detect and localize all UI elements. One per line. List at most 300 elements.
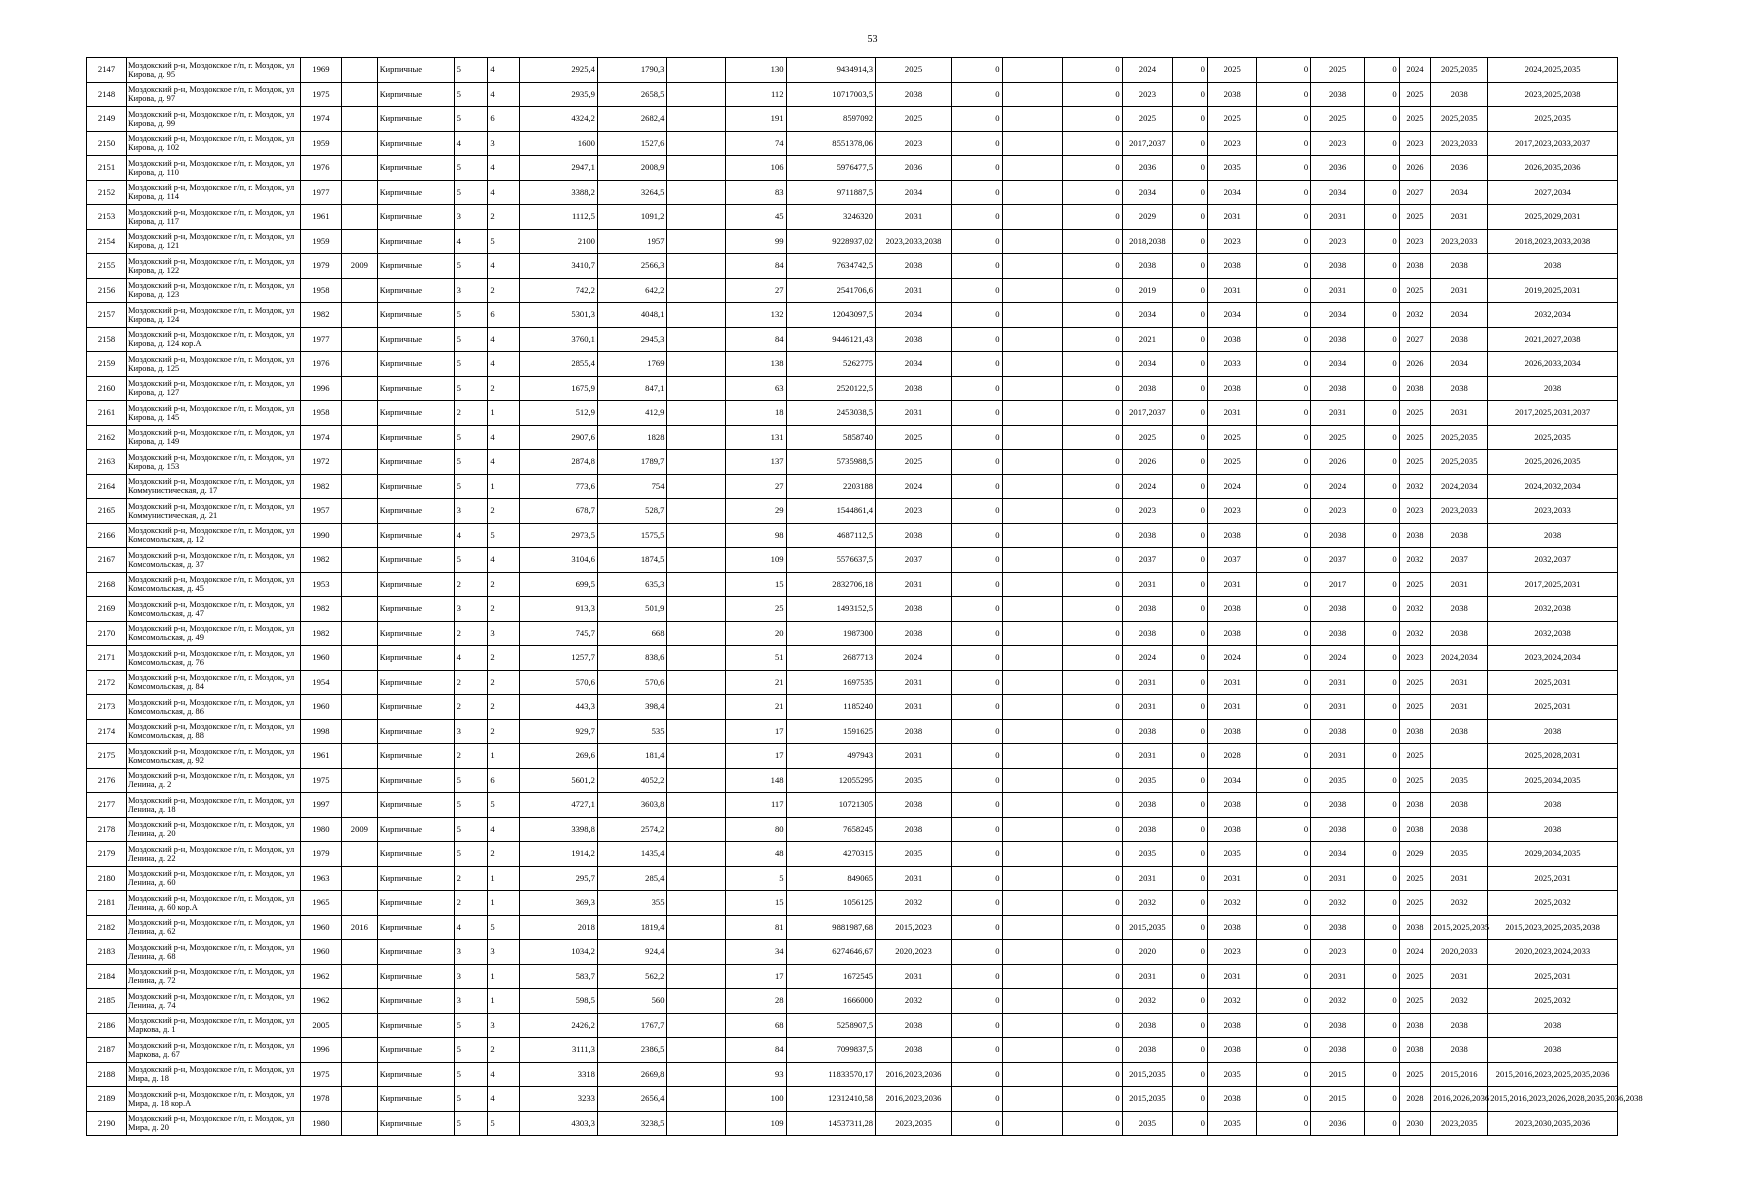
cell-build-year: 1979 [300,842,341,867]
cell-entrances: 1 [488,474,520,499]
cell-years-elevator: 2023 [1399,499,1431,524]
table-row [87,915,1618,940]
cell-years-engineering: 2024 [1207,474,1257,499]
cell-val-e: 0 [1364,1111,1399,1136]
cell-val-b: 0 [1062,278,1122,303]
cell-living-area: 355 [597,891,667,916]
table-row [87,621,1618,646]
cell-col-10 [667,940,726,965]
cell-row-number: 2170 [87,621,127,646]
cell-years-all: 2023,2025,2038 [1488,82,1618,107]
cell-years-basement: 2034 [1311,842,1365,867]
cell-entrances: 4 [488,82,520,107]
cell-total-area: 699,5 [519,572,597,597]
cell-years-basement: 2038 [1311,621,1365,646]
cell-row-number: 2172 [87,670,127,695]
cell-val-d: 0 [1257,1087,1311,1112]
cell-val-d: 0 [1257,964,1311,989]
cell-val-e: 0 [1364,156,1399,181]
cell-val-c: 0 [1173,621,1208,646]
cell-address: Моздокский р-н, Моздокское г/п, г. Моздок, ул Ленина, д. 62 [127,915,301,940]
cell-years-roof: 2020,2023 [876,940,952,965]
cell-entrances: 4 [488,548,520,573]
cell-years-elevator: 2038 [1399,1013,1431,1038]
cell-years-all: 2032,2038 [1488,621,1618,646]
cell-years-elevator: 2038 [1399,915,1431,940]
cell-renovation-year [341,695,377,720]
cell-years-other: 2025,2035 [1431,107,1488,132]
cell-floors: 3 [454,597,488,622]
cell-cost: 1493152,5 [786,597,876,622]
cell-years-roof: 2031 [876,964,952,989]
cell-entrances: 5 [488,523,520,548]
cell-wall-material: Кирпичные [377,964,454,989]
cell-address: Моздокский р-н, Моздокское г/п, г. Моздок, ул Комсомольская, д. 49 [127,621,301,646]
cell-years-engineering: 2031 [1207,964,1257,989]
cell-val-b: 0 [1062,940,1122,965]
cell-val-e: 0 [1364,695,1399,720]
cell-years-all: 2025,2029,2031 [1488,205,1618,230]
cell-years-basement: 2023 [1311,940,1365,965]
cell-residents: 93 [726,1062,786,1087]
cell-val-b: 0 [1062,817,1122,842]
cell-address: Моздокский р-н, Моздокское г/п, г. Моздок, ул Мира, д. 18 кор.А [127,1087,301,1112]
cell-renovation-year [341,572,377,597]
cell-renovation-year [341,450,377,475]
table-row [87,744,1618,769]
cell-living-area: 2566,3 [597,254,667,279]
cell-living-area: 1091,2 [597,205,667,230]
cell-val-e: 0 [1364,719,1399,744]
cell-val-b: 0 [1062,1062,1122,1087]
cell-wall-material: Кирпичные [377,58,454,83]
cell-val-e: 0 [1364,401,1399,426]
cell-floors: 3 [454,205,488,230]
cell-entrances: 1 [488,744,520,769]
cell-build-year: 1954 [300,670,341,695]
cell-val-a: 0 [951,548,1002,573]
cell-residents: 138 [726,352,786,377]
cell-years-engineering: 2035 [1207,842,1257,867]
cell-build-year: 1976 [300,352,341,377]
cell-floors: 5 [454,254,488,279]
cell-row-number: 2190 [87,1111,127,1136]
cell-col-10 [667,719,726,744]
cell-row-number: 2171 [87,646,127,671]
cell-living-area: 1828 [597,425,667,450]
cell-years-roof: 2031 [876,744,952,769]
cell-residents: 21 [726,670,786,695]
cell-val-a: 0 [951,156,1002,181]
cell-val-c: 0 [1173,254,1208,279]
cell-address: Моздокский р-н, Моздокское г/п, г. Моздок, ул Кирова, д. 97 [127,82,301,107]
cell-val-b: 0 [1062,474,1122,499]
cell-val-a: 0 [951,842,1002,867]
cell-val-a: 0 [951,1013,1002,1038]
cell-floors: 3 [454,499,488,524]
cell-living-area: 2386,5 [597,1038,667,1063]
cell-address: Моздокский р-н, Моздокское г/п, г. Моздок, ул Кирова, д. 125 [127,352,301,377]
cell-entrances: 4 [488,1087,520,1112]
cell-row-number: 2181 [87,891,127,916]
cell-years-other: 2038 [1431,793,1488,818]
cell-residents: 74 [726,131,786,156]
cell-row-number: 2163 [87,450,127,475]
cell-val-c: 0 [1173,1038,1208,1063]
cell-val-e: 0 [1364,229,1399,254]
cell-renovation-year: 2009 [341,817,377,842]
cell-years-other: 2038 [1431,254,1488,279]
cell-floors: 5 [454,1087,488,1112]
cell-val-e: 0 [1364,376,1399,401]
cell-val-e: 0 [1364,964,1399,989]
cell-address: Моздокский р-н, Моздокское г/п, г. Моздок, ул Комсомольская, д. 37 [127,548,301,573]
cell-cost: 9446121,43 [786,327,876,352]
cell-years-roof: 2031 [876,278,952,303]
cell-years-roof: 2034 [876,352,952,377]
cell-living-area: 668 [597,621,667,646]
cell-years-other: 2038 [1431,327,1488,352]
cell-val-c: 0 [1173,131,1208,156]
cell-renovation-year [341,866,377,891]
cell-years-other: 2024,2034 [1431,474,1488,499]
cell-years-elevator: 2030 [1399,1111,1431,1136]
cell-residents: 29 [726,499,786,524]
cell-build-year: 1960 [300,915,341,940]
cell-renovation-year [341,474,377,499]
cell-years-basement: 2036 [1311,1111,1365,1136]
cell-years-elevator: 2028 [1399,1087,1431,1112]
cell-val-e: 0 [1364,352,1399,377]
cell-years-roof: 2031 [876,205,952,230]
cell-renovation-year [341,940,377,965]
cell-col-15 [1002,1062,1062,1087]
cell-val-b: 0 [1062,401,1122,426]
cell-total-area: 2426,2 [519,1013,597,1038]
cell-years-engineering: 2034 [1207,180,1257,205]
cell-years-engineering: 2038 [1207,817,1257,842]
cell-address: Моздокский р-н, Моздокское г/п, г. Моздок, ул Кирова, д. 122 [127,254,301,279]
cell-years-basement: 2034 [1311,180,1365,205]
cell-years-all: 2025,2031 [1488,695,1618,720]
cell-years-elevator: 2023 [1399,131,1431,156]
cell-total-area: 369,3 [519,891,597,916]
cell-years-engineering: 2031 [1207,695,1257,720]
cell-residents: 48 [726,842,786,867]
cell-years-roof: 2024 [876,646,952,671]
table-row [87,303,1618,328]
table-row [87,254,1618,279]
cell-years-basement: 2017 [1311,572,1365,597]
cell-build-year: 1982 [300,597,341,622]
cell-row-number: 2178 [87,817,127,842]
cell-years-all: 2032,2037 [1488,548,1618,573]
cell-cost: 4687112,5 [786,523,876,548]
cell-years-other: 2023,2033 [1431,131,1488,156]
cell-renovation-year [341,1111,377,1136]
cell-years-other: 2034 [1431,180,1488,205]
cell-val-b: 0 [1062,989,1122,1014]
cell-living-area: 2682,4 [597,107,667,132]
cell-residents: 81 [726,915,786,940]
cell-renovation-year [341,107,377,132]
cell-years-roof: 2036 [876,156,952,181]
cell-col-10 [667,499,726,524]
cell-years-engineering: 2023 [1207,229,1257,254]
cell-wall-material: Кирпичные [377,1038,454,1063]
cell-years-roof: 2031 [876,572,952,597]
cell-val-a: 0 [951,695,1002,720]
cell-val-a: 0 [951,278,1002,303]
cell-years-all: 2025,2032 [1488,891,1618,916]
cell-total-area: 1112,5 [519,205,597,230]
cell-years-basement: 2038 [1311,254,1365,279]
cell-val-b: 0 [1062,156,1122,181]
cell-col-15 [1002,866,1062,891]
cell-col-10 [667,744,726,769]
cell-val-b: 0 [1062,572,1122,597]
cell-col-15 [1002,425,1062,450]
cell-years-roof: 2031 [876,401,952,426]
cell-living-area: 2669,8 [597,1062,667,1087]
cell-build-year: 1965 [300,891,341,916]
cell-living-area: 528,7 [597,499,667,524]
cell-years-roof: 2038 [876,719,952,744]
cell-total-area: 3410,7 [519,254,597,279]
cell-total-area: 4324,2 [519,107,597,132]
cell-row-number: 2151 [87,156,127,181]
cell-years-all: 2038 [1488,1038,1618,1063]
cell-build-year: 1980 [300,817,341,842]
cell-col-10 [667,964,726,989]
cell-cost: 2832706,18 [786,572,876,597]
cell-row-number: 2147 [87,58,127,83]
cell-years-engineering: 2028 [1207,744,1257,769]
cell-val-d: 0 [1257,82,1311,107]
cell-floors: 5 [454,1038,488,1063]
cell-years-engineering: 2038 [1207,1013,1257,1038]
cell-val-b: 0 [1062,621,1122,646]
cell-years-basement: 2038 [1311,915,1365,940]
cell-entrances: 2 [488,597,520,622]
cell-years-elevator: 2025 [1399,205,1431,230]
cell-val-e: 0 [1364,572,1399,597]
cell-val-e: 0 [1364,842,1399,867]
cell-val-b: 0 [1062,229,1122,254]
cell-val-a: 0 [951,376,1002,401]
cell-val-e: 0 [1364,1062,1399,1087]
cell-years-roof: 2035 [876,842,952,867]
cell-floors: 5 [454,1111,488,1136]
cell-entrances: 4 [488,58,520,83]
cell-renovation-year [341,229,377,254]
cell-total-area: 583,7 [519,964,597,989]
cell-col-10 [667,474,726,499]
cell-cost: 2687713 [786,646,876,671]
cell-col-15 [1002,352,1062,377]
cell-val-c: 0 [1173,156,1208,181]
cell-col-10 [667,842,726,867]
cell-val-a: 0 [951,401,1002,426]
cell-years-engineering: 2031 [1207,866,1257,891]
cell-entrances: 2 [488,1038,520,1063]
cell-renovation-year [341,793,377,818]
cell-val-c: 0 [1173,793,1208,818]
cell-build-year: 1960 [300,695,341,720]
cell-living-area: 2008,9 [597,156,667,181]
cell-col-10 [667,376,726,401]
cell-wall-material: Кирпичные [377,327,454,352]
cell-val-d: 0 [1257,572,1311,597]
cell-entrances: 3 [488,1013,520,1038]
cell-val-e: 0 [1364,646,1399,671]
cell-val-d: 0 [1257,303,1311,328]
cell-wall-material: Кирпичные [377,817,454,842]
cell-floors: 5 [454,107,488,132]
cell-living-area: 1435,4 [597,842,667,867]
cell-col-10 [667,866,726,891]
cell-val-a: 0 [951,646,1002,671]
cell-years-elevator: 2023 [1399,229,1431,254]
cell-years-facade: 2024 [1122,474,1173,499]
cell-val-e: 0 [1364,450,1399,475]
cell-cost: 1591625 [786,719,876,744]
cell-years-roof: 2015,2023 [876,915,952,940]
cell-val-b: 0 [1062,719,1122,744]
cell-years-engineering: 2037 [1207,548,1257,573]
cell-residents: 132 [726,303,786,328]
cell-val-d: 0 [1257,401,1311,426]
cell-val-b: 0 [1062,254,1122,279]
cell-val-d: 0 [1257,768,1311,793]
cell-living-area: 412,9 [597,401,667,426]
cell-val-c: 0 [1173,842,1208,867]
cell-col-15 [1002,229,1062,254]
cell-years-all: 2024,2032,2034 [1488,474,1618,499]
cell-residents: 28 [726,989,786,1014]
cell-years-roof: 2038 [876,793,952,818]
cell-years-engineering: 2035 [1207,1111,1257,1136]
cell-floors: 5 [454,58,488,83]
cell-val-e: 0 [1364,474,1399,499]
cell-residents: 191 [726,107,786,132]
cell-floors: 5 [454,303,488,328]
cell-val-d: 0 [1257,278,1311,303]
cell-residents: 84 [726,327,786,352]
cell-row-number: 2167 [87,548,127,573]
cell-col-10 [667,82,726,107]
cell-years-elevator: 2029 [1399,842,1431,867]
cell-col-10 [667,523,726,548]
cell-years-elevator: 2025 [1399,768,1431,793]
cell-val-b: 0 [1062,915,1122,940]
cell-wall-material: Кирпичные [377,719,454,744]
cell-floors: 2 [454,621,488,646]
cell-val-d: 0 [1257,940,1311,965]
cell-entrances: 5 [488,229,520,254]
cell-build-year: 1980 [300,1111,341,1136]
cell-total-area: 4303,3 [519,1111,597,1136]
cell-col-10 [667,278,726,303]
cell-years-elevator: 2038 [1399,1038,1431,1063]
cell-wall-material: Кирпичные [377,670,454,695]
cell-years-roof: 2023 [876,499,952,524]
cell-col-10 [667,646,726,671]
cell-years-elevator: 2038 [1399,376,1431,401]
cell-total-area: 598,5 [519,989,597,1014]
cell-years-elevator: 2025 [1399,278,1431,303]
cell-renovation-year [341,156,377,181]
cell-cost: 6274646,67 [786,940,876,965]
cell-years-other: 2037 [1431,548,1488,573]
cell-wall-material: Кирпичные [377,205,454,230]
cell-col-15 [1002,548,1062,573]
cell-cost: 2453038,5 [786,401,876,426]
cell-val-c: 0 [1173,768,1208,793]
cell-col-10 [667,303,726,328]
cell-living-area: 1527,6 [597,131,667,156]
table-row [87,719,1618,744]
cell-years-facade: 2031 [1122,866,1173,891]
cell-row-number: 2168 [87,572,127,597]
table-row [87,180,1618,205]
cell-wall-material: Кирпичные [377,572,454,597]
cell-build-year: 1998 [300,719,341,744]
cell-living-area: 2658,5 [597,82,667,107]
cell-years-other: 2036 [1431,156,1488,181]
cell-val-d: 0 [1257,817,1311,842]
cell-residents: 112 [726,82,786,107]
cell-build-year: 1962 [300,989,341,1014]
cell-years-basement: 2031 [1311,670,1365,695]
cell-years-other: 2020,2033 [1431,940,1488,965]
table-row [87,695,1618,720]
cell-residents: 25 [726,597,786,622]
cell-address: Моздокский р-н, Моздокское г/п, г. Моздок, ул Коммунистическая, д. 21 [127,499,301,524]
cell-floors: 2 [454,744,488,769]
cell-val-e: 0 [1364,548,1399,573]
cell-years-elevator: 2025 [1399,964,1431,989]
cell-entrances: 2 [488,499,520,524]
cell-col-10 [667,425,726,450]
cell-floors: 5 [454,817,488,842]
cell-entrances: 1 [488,964,520,989]
cell-years-other: 2038 [1431,817,1488,842]
cell-years-all: 2038 [1488,1013,1618,1038]
cell-floors: 3 [454,940,488,965]
cell-val-a: 0 [951,964,1002,989]
cell-years-facade: 2019 [1122,278,1173,303]
cell-total-area: 570,6 [519,670,597,695]
cell-years-other: 2025,2035 [1431,425,1488,450]
cell-val-b: 0 [1062,425,1122,450]
cell-val-a: 0 [951,891,1002,916]
cell-wall-material: Кирпичные [377,793,454,818]
table-row [87,58,1618,83]
cell-floors: 4 [454,131,488,156]
cell-years-basement: 2032 [1311,989,1365,1014]
cell-val-e: 0 [1364,278,1399,303]
cell-residents: 137 [726,450,786,475]
cell-years-engineering: 2038 [1207,597,1257,622]
cell-years-facade: 2031 [1122,964,1173,989]
cell-years-roof: 2038 [876,327,952,352]
cell-years-all: 2025,2035 [1488,425,1618,450]
cell-col-10 [667,1111,726,1136]
cell-val-e: 0 [1364,303,1399,328]
cell-cost: 7634742,5 [786,254,876,279]
cell-entrances: 2 [488,719,520,744]
